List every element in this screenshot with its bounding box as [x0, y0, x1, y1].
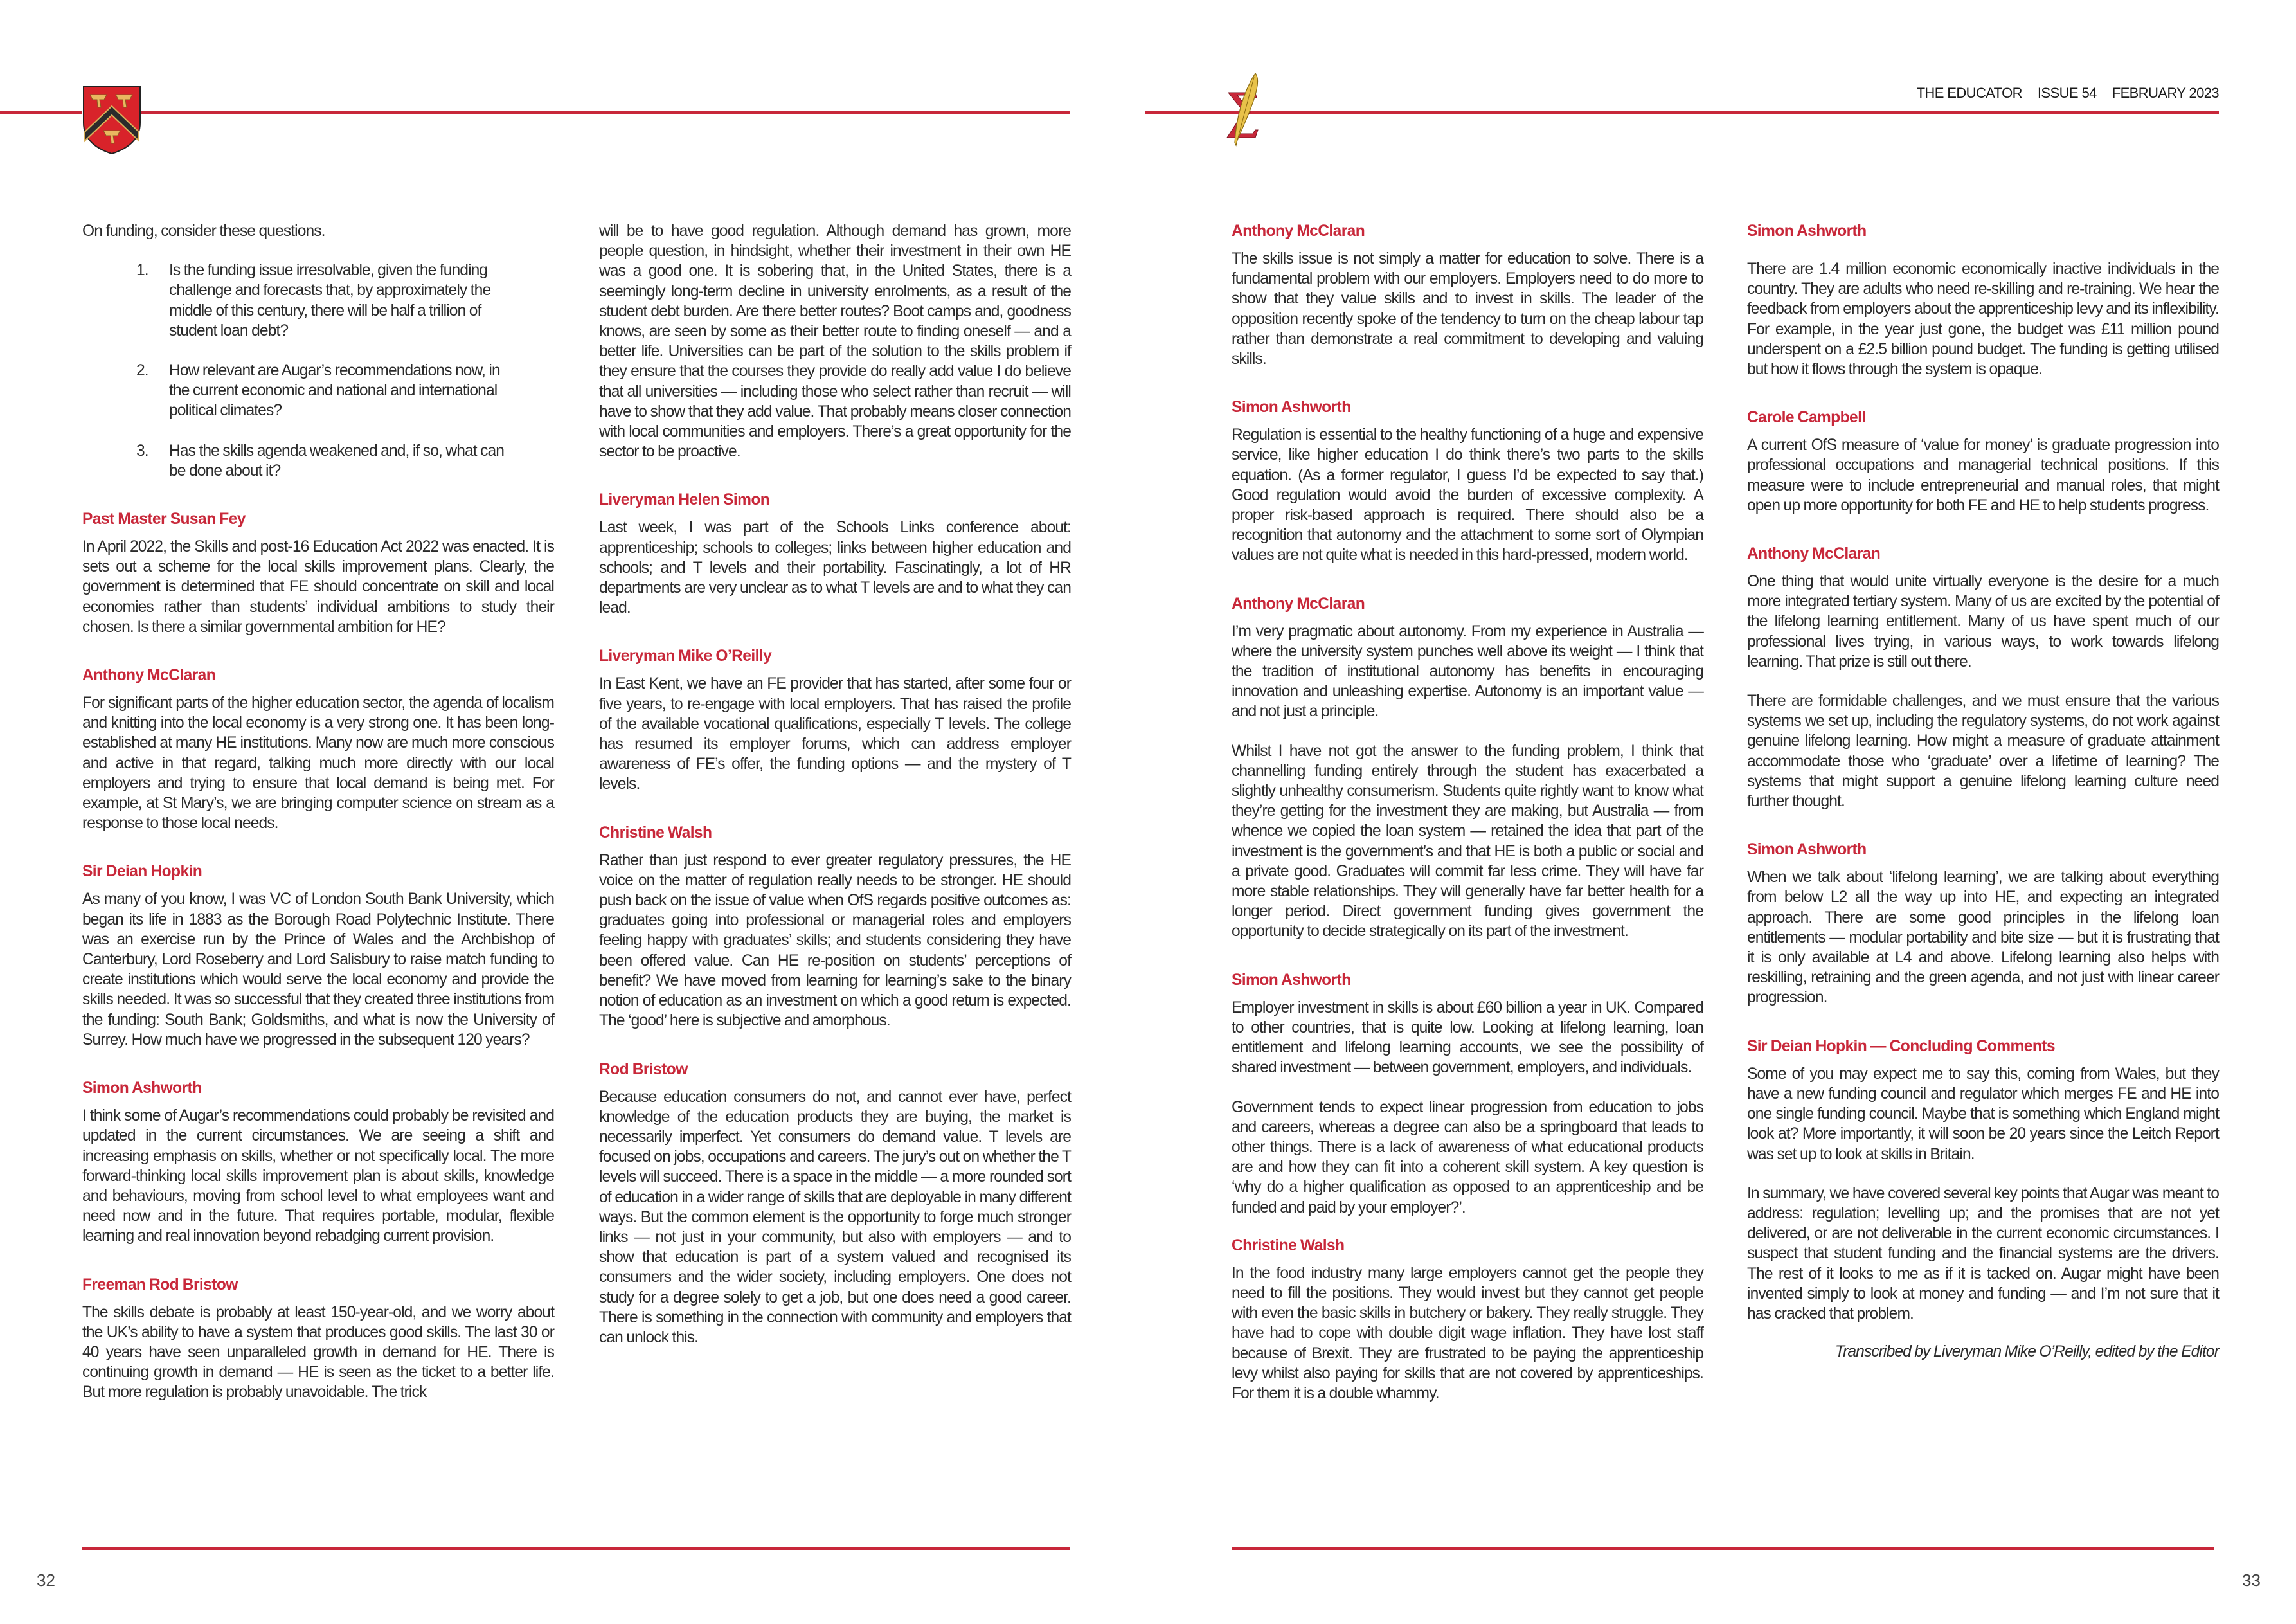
- footer-rule-left: [82, 1547, 1070, 1550]
- speaker-name: Simon Ashworth: [1747, 841, 1867, 859]
- question-text: How relevant are Augar’s recommendations now, in the current economic and national and international political climates?: [169, 362, 500, 420]
- speaker-section: [1747, 1036, 2219, 1324]
- speaker-paragraph: Regulation is essential to the healthy functioning of a huge and expensive service, like higher education I do think there’s two parts to the skills equation. (As a former regulator, I guess I’d be expected to say that.) Good regulation would avoid the burden of excessive complexity. A proper risk-based approach is required. There should also be a recognition that autonomy and the attachment to some sort of Olympian values are not quite what is needed in this hard-pressed, modern world.: [1232, 426, 1703, 564]
- speaker-paragraph: As many of you know, I was VC of London South Bank University, which began its life in 1883 as the Borough Road Polytechnic Institute. There was an exercise run by the Prince of Wales and the Archbishop of Canterbury, Lord Roseberry and Lord Salisbury to raise match funding to create institutions which would serve the local economy and provide the skills needed. It was so successful that they created three institutions from the funding: South Bank; Goldsmiths, and what is now the University of Surrey. How much have we progressed in the subsequent 120 years?: [82, 890, 554, 1049]
- speaker-paragraph: The skills issue is not simply a matter for education to solve. There is a fundamental problem with our employers. Employers need to do more to show that they value skills and to invest in skills. The leader of the opposition recently spoke of the tendency to turn on the cheap labour tap rather than demonstrate a real commitment to developing and valuing skills.: [1232, 250, 1703, 368]
- speaker-section: [599, 1060, 1071, 1348]
- speaker-paragraph: When we talk about ‘lifelong learning’, we are talking about everything from below L2 all the way up into HE, and expecting an integrated approach. There are some good principles in the lifelong loan entitlements — modular portability and bite size — but it is frustrating that it is only available at L4 and above. Lifelong learning also helps with reskilling, retraining and the green agenda, and not just with linear career progression.: [1747, 869, 2219, 1007]
- crest-logo-icon: [82, 86, 141, 155]
- speaker-name: Simon Ashworth: [1747, 222, 1867, 240]
- speaker-section: [1747, 221, 2219, 379]
- speaker-section: [82, 665, 554, 833]
- continuation-paragraph: will be to have good regulation. Although demand has grown, more people question, in hindsight, whether their investment in their own HE was a good one. It is sobering that, in the United States, there is a seemingly long-term decline in university enrolments, as a result of the student debt burden. Are there better routes? Boot camps and, goodness knows, are seen by some as their better route to finding oneself — and a better life. Universities can be part of the solution to the skills problem if they ensure that the courses they provide do really add value I do believe that all universities — including those who select rather than recruit — will have to show that they add value. That probably means closer connection with local communities and employers. There’s a great opportunity for the sector to be proactive.: [599, 222, 1071, 461]
- speaker-name: Anthony McClaran: [1232, 595, 1365, 613]
- speaker-section: [82, 509, 554, 637]
- speaker-name: Sir Deian Hopkin — Concluding Comments: [1747, 1037, 2055, 1055]
- speaker-section: [1232, 397, 1703, 565]
- speaker-name: Simon Ashworth: [82, 1079, 202, 1097]
- header-rule-left-b: [141, 111, 1070, 114]
- speaker-name: Christine Walsh: [1232, 1236, 1345, 1254]
- speaker-name: Liveryman Mike O’Reilly: [599, 647, 772, 665]
- speaker-name: Freeman Rod Bristow: [82, 1276, 238, 1294]
- question-number: 2.: [136, 362, 148, 380]
- column-2: [599, 221, 1071, 1376]
- speaker-section: [82, 1275, 554, 1403]
- header-rule-right: [1145, 111, 2219, 114]
- speaker-paragraph: Because education consumers do not, and cannot ever have, perfect knowledge of the education products they are buying, the market is necessarily imperfect. Yet consumers do demand value. T levels are focused on jobs, occupations and careers. The jury’s out on whether the T levels will succeed. There is a space in the middle — a more rounded sort of education in a wider range of skills that are deployable in many different ways. But the common element is the opportunity to forge much stronger links — not just in your community, but also with employers — and to show that education is part of a system valued and recognised its consumers and the wider society, including employers. One does not study for a degree solely to get a job, but one does need a good career. There is something in the connection with community and employers that can unlock this.: [599, 1088, 1071, 1346]
- speaker-section: [1747, 840, 2219, 1007]
- speaker-paragraph: I think some of Augar’s recommendations could probably be revisited and updated in the current circumstances. We are seeing a shift and increasing emphasis on skills, whether or not specifically local. The more forward-thinking local skills improvement plan is about skills, knowledge and behaviours, moving from school level to what employees want and need now and in the future. That requires portable, modular, flexible learning and real innovation beyond rebadging current provision.: [82, 1107, 554, 1245]
- speaker-paragraph: In April 2022, the Skills and post-16 Education Act 2022 was enacted. It is sets out a scheme for the local skills improvement plans. Clearly, the government is determined that FE should concentrate on skill and local economies rather than students’ individual ambitions to study their chosen. Is there a similar governmental ambition for HE?: [82, 538, 554, 636]
- speaker-paragraph: The skills debate is probably at least 150-year-old, and we worry about the UK’s ability to have a system that produces good skills. The last 30 or 40 years have seen unparalleled growth in demand for HE. There is continuing growth in demand — HE is seen as the ticket to a better life. But more regulation is probably unavoidable. The trick: [82, 1303, 554, 1402]
- question-text: Is the funding issue irresolvable, given the funding challenge and forecasts that, by approximately the middle of this century, there will be half a trillion of student loan debt?: [169, 262, 491, 339]
- running-head: [1917, 85, 2219, 102]
- continuation-section: [599, 221, 1071, 462]
- question-item: [82, 361, 554, 421]
- speaker-paragraph: I’m very pragmatic about autonomy. From my experience in Australia — where the university system punches well above its weight — I think that the tradition of institutional autonomy has benefits in encouraging innovation and unleashing expertise. Autonomy is an important value — and not just a principle.: [1232, 622, 1703, 721]
- speaker-name: Sir Deian Hopkin: [82, 863, 202, 881]
- speaker-paragraph: Some of you may expect me to say this, coming from Wales, but they have a new funding council and regulator which merges FE and HE into one single funding council. Maybe that is something which England might look at? More importantly, it will soon be 20 years since the Leitch Report was set up to look at skills in Britain.: [1747, 1065, 2219, 1163]
- speaker-name: Carole Campbell: [1747, 409, 1866, 427]
- speaker-paragraph: Government tends to expect linear progression from education to jobs and careers, whereas a degree can also be a springboard that leads to other things. There is a lack of awareness of what educational products are and how they can fit into a coherent skill system. A key question is ‘why do a higher qualification as opposed to an apprenticeship and be funded and paid by your employer?’.: [1232, 1098, 1703, 1216]
- speaker-paragraph: In East Kent, we have an FE provider that has started, after some four or five years, to re-engage with local employers. That has raised the profile of the available vocational qualifications, especially T levels. The college has resumed its employer forums, which can address employer awareness of FE’s offer, the funding options — and the mystery of T levels.: [599, 675, 1071, 793]
- speaker-section: [1232, 1236, 1703, 1403]
- speaker-section: [1232, 221, 1703, 369]
- speaker-paragraph: A current OfS measure of ‘value for money’ is graduate progression into professional occupations and managerial technical positions. If this measure were to include entrepreneurial and manual roles, that might open up more opportunity for both FE and HE to help students progress.: [1747, 437, 2219, 514]
- speaker-name: Anthony McClaran: [82, 667, 216, 685]
- intro-text: On funding, consider these questions.: [82, 222, 325, 240]
- question-list: [82, 260, 554, 481]
- speaker-paragraph: Last week, I was part of the Schools Links conference about: apprenticeship; schools to colleges; links between higher education and schools; and T levels and their portability. Fascinatingly, a lot of HR departments are very unclear as to what T levels are and to what they can lead.: [599, 519, 1071, 617]
- question-number: 1.: [136, 262, 148, 280]
- speaker-paragraph: In summary, we have covered several key points that Augar was meant to address: regulation; levelling up; and the promises that are not yet delivered, or are not deliverable in the current economic circumstances. I suspect that student funding and the financial systems are the drivers. The rest of it looks to me as if it is tacked on. Augar might have been invented simply to look at money and funding — and I’m not sure that it has cracked that problem.: [1747, 1184, 2219, 1322]
- transcription-credit: Transcribed by Liveryman Mike O’Reilly, edited by the Editor: [1834, 1343, 2219, 1361]
- speaker-name: Anthony McClaran: [1232, 222, 1365, 240]
- issue-date: FEBRUARY 2023: [2112, 85, 2219, 101]
- speaker-section: [82, 862, 554, 1050]
- column-1: [82, 221, 554, 1431]
- header-rule-left-a: [0, 111, 82, 114]
- issue-number: ISSUE 54: [2037, 85, 2097, 101]
- column-3: [1232, 221, 1703, 1432]
- speaker-paragraph: Employer investment in skills is about £60 billion a year in UK. Compared to other countries, that is quite low. Looking at lifelong learning, loan entitlement and lifelong learning accounts, we see the possibility of shared investment — between government, employers, and individuals.: [1232, 998, 1703, 1077]
- speaker-section: [1747, 408, 2219, 516]
- speaker-name: Liveryman Helen Simon: [599, 491, 770, 509]
- speaker-paragraph: One thing that would unite virtually everyone is the desire for a much more integrated tertiary system. Many of us are excited by the potential of the lifelong learning entitlement. Many of us have spent much of our professional lives trying, in various ways, to work towards lifelong learning. That prize is still out there.: [1747, 573, 2219, 671]
- speaker-paragraph: Whilst I have not got the answer to the funding problem, I think that channelling funding entirely through the student has exacerbated a slightly unhealthy consumerism. Students quite rightly want to know what they’re getting for the investment they are making, but Australia — from whence we copied the loan system — retained the idea that part of the investment is the government’s and that HE is both a public or social and a private good. Graduates will commit far less crime. They will have far more stable relationships. They will generally have far better health for a longer period. Direct government funding gives government the opportunity to decide strategically on its part of the investment.: [1232, 742, 1703, 941]
- speaker-name: Simon Ashworth: [1232, 971, 1351, 989]
- publication-title: THE EDUCATOR: [1916, 85, 2022, 101]
- speaker-section: [599, 646, 1071, 794]
- speaker-paragraph: In the food industry many large employers cannot get the people they need to fill the positions. They would invest but they cannot get people with even the basic skills in butchery or bakery. They really struggle. They have had to cope with double digit wage inflation. They have lost staff because of Brexit. They are frustrated to be paying the apprenticeship levy whilst also paying for skills that are not covered by apprenticeships. For them it is a double whammy.: [1232, 1264, 1703, 1402]
- page-number-right: 33: [2242, 1571, 2261, 1590]
- speaker-section: [1747, 544, 2219, 811]
- speaker-section: [1232, 970, 1703, 1218]
- quill-logo-icon: [1224, 72, 1269, 147]
- speaker-section: [82, 1078, 554, 1246]
- speaker-name: Simon Ashworth: [1232, 399, 1351, 417]
- column-4: [1747, 221, 2219, 1362]
- speaker-paragraph: Rather than just respond to ever greater regulatory pressures, the HE voice on the matter of regulation really needs to be stronger. HE should push back on the issue of value when OfS regards positive outcomes as: graduates going into professional or managerial roles and employers feeling happy with graduates’ skills; and students considering they have been offered value. Can HE re-position on students’ perceptions of benefit? We have moved from learning for learning’s sake to the binary notion of education as an investment on which a good return is expected. The ‘good’ here is subjective and amorphous.: [599, 851, 1071, 1030]
- speaker-name: Anthony McClaran: [1747, 545, 1881, 563]
- speaker-name: Past Master Susan Fey: [82, 510, 246, 528]
- speaker-paragraph: There are formidable challenges, and we must ensure that the various systems we set up, including the regulatory systems, do not work against genuine lifelong learning. How might a measure of graduate attainment accommodate those who ‘graduate’ over a lifetime of learning? The systems that might support a genuine lifelong learning culture need further thought.: [1747, 692, 2219, 811]
- question-item: [82, 441, 554, 481]
- page-number-left: 32: [37, 1571, 55, 1590]
- footer-rule-right: [1232, 1547, 2214, 1550]
- speaker-paragraph: For significant parts of the higher education sector, the agenda of localism and knitting into the local economy is a very strong one. It has been long-established at many HE institutions. Many now are much more conscious and active in that regard, talking much more directly with our local employers and trying to ensure that local demand is being met. For example, at St Mary’s, we are bringing computer science on stream as a response to those local needs.: [82, 694, 554, 833]
- speaker-section: [599, 490, 1071, 618]
- question-item: [82, 260, 554, 341]
- question-number: 3.: [136, 442, 148, 460]
- speaker-section: [599, 823, 1071, 1031]
- speaker-paragraph: There are 1.4 million economic economically inactive individuals in the country. They are adults who need re-skilling and re-training. We hear the feedback from employers about the apprenticeship levy and its inflexibility. For example, in the year just gone, the budget was £11 million pound underspent on a £2.5 billion pound budget. The funding is getting utilised but how it flows through the system is opaque.: [1747, 260, 2219, 379]
- speaker-name: Christine Walsh: [599, 824, 712, 842]
- speaker-name: Rod Bristow: [599, 1060, 688, 1078]
- speaker-section: [1232, 594, 1703, 942]
- question-text: Has the skills agenda weakened and, if so, what can be done about it?: [169, 442, 505, 480]
